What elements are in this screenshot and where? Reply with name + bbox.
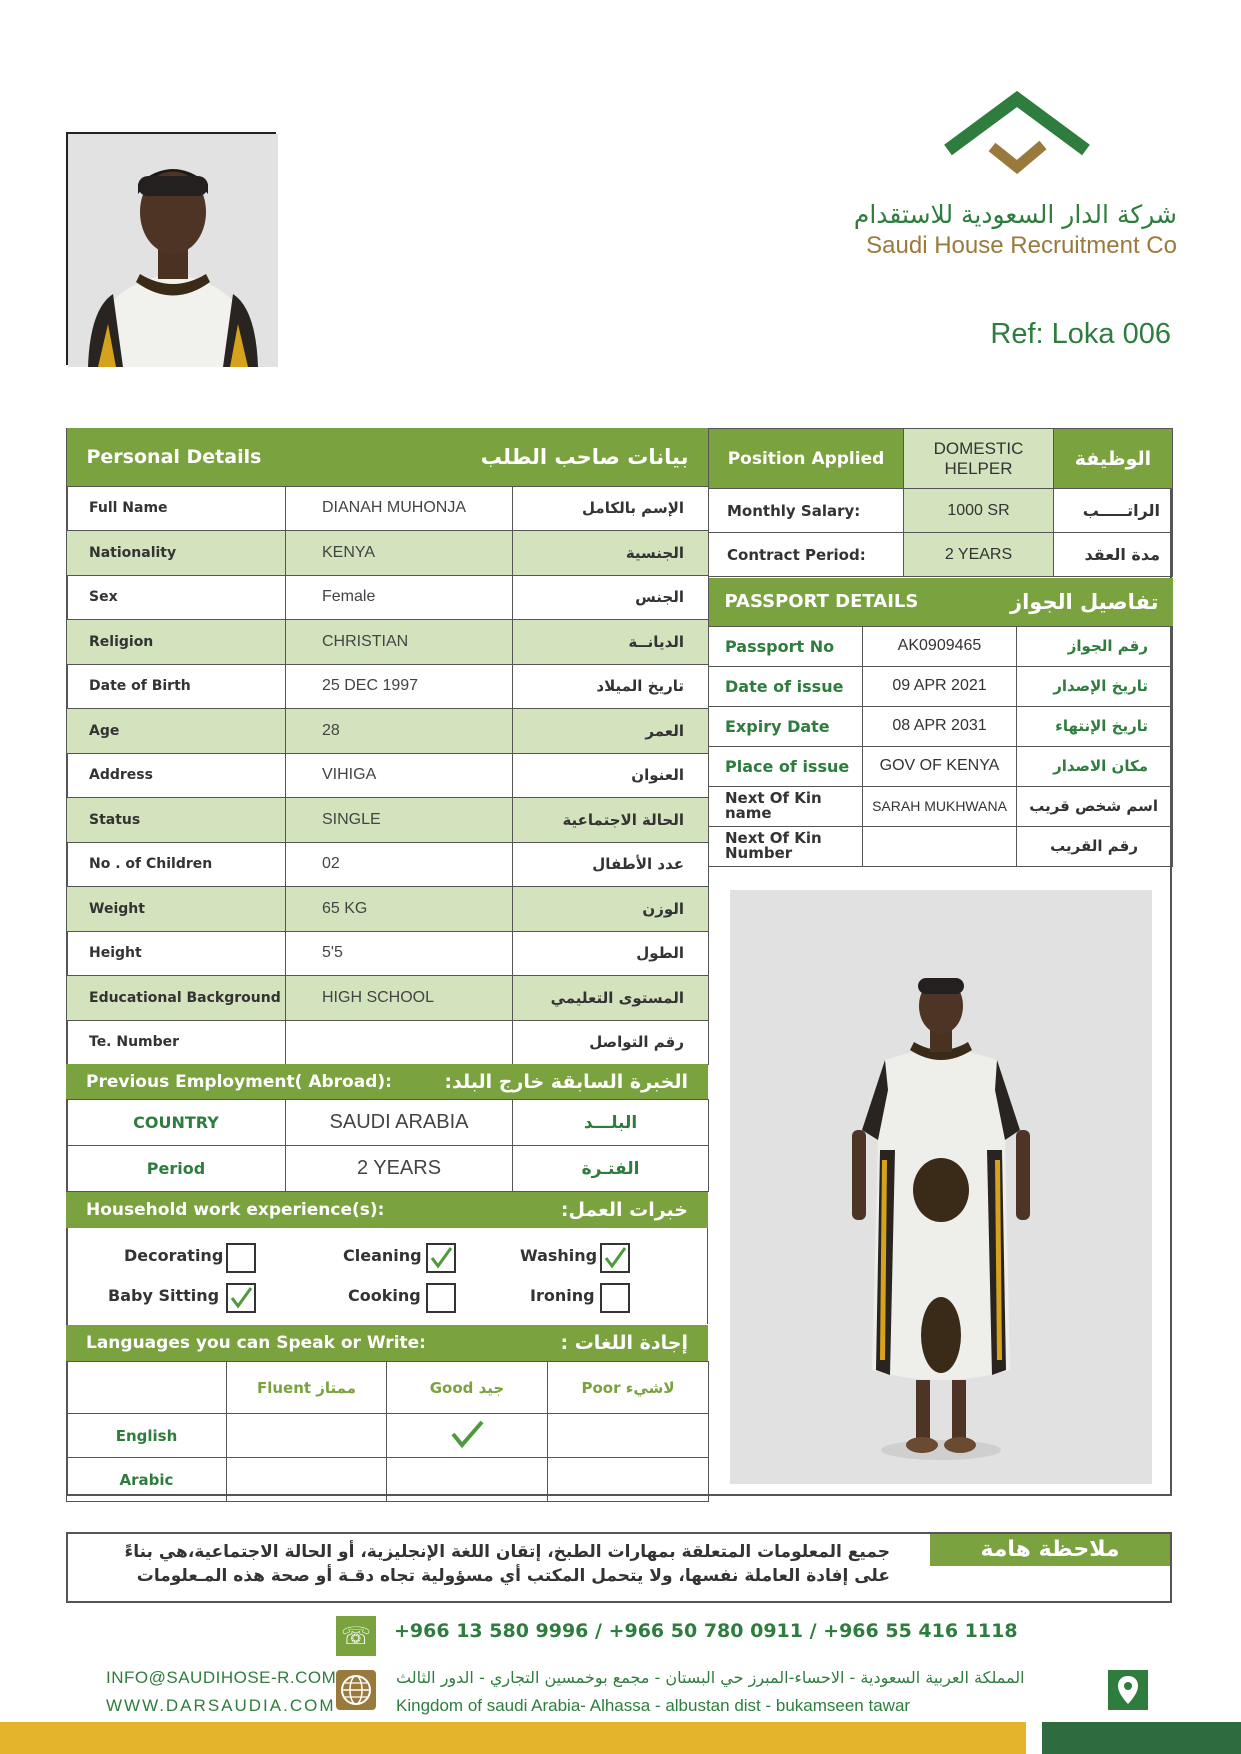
languages-empty-cell	[67, 1362, 227, 1414]
passport-field-value: 09 APR 2021	[863, 666, 1017, 706]
passport-field-value: GOV OF KENYA	[863, 746, 1017, 786]
col-good: Good جيد	[387, 1362, 548, 1414]
period-value: 2 YEARS	[286, 1146, 513, 1192]
email-link[interactable]: INFO@SAUDIHOSE-R.COM	[106, 1668, 337, 1687]
checkmark-icon	[602, 1245, 628, 1271]
passport-field-label-ar: رقم الجواز	[1017, 626, 1173, 666]
company-logo-icon	[940, 95, 1095, 185]
table-row	[709, 746, 1173, 786]
checkbox-cooking[interactable]	[426, 1283, 456, 1313]
col-poor: Poor لاشيء	[548, 1362, 709, 1414]
skill-label-cooking: Cooking	[348, 1286, 421, 1305]
field-label-ar: تاريخ الميلاد	[513, 664, 709, 709]
company-name-arabic: شركة الدار السعودية للاستقدام	[853, 200, 1177, 229]
field-value: 25 DEC 1997	[286, 664, 513, 709]
field-value: HIGH SCHOOL	[286, 976, 513, 1021]
language-english: English	[67, 1414, 227, 1458]
field-label: Height	[67, 931, 286, 976]
table-row	[67, 531, 709, 576]
passport-field-label: Date of issue	[709, 666, 863, 706]
phone-numbers[interactable]: +966 13 580 9996 / +966 50 780 0911 / +966 55 416 1118	[394, 1620, 1018, 1642]
phone-icon: ☏	[336, 1616, 376, 1656]
languages-header	[66, 1325, 708, 1361]
field-label-ar: العنوان	[513, 753, 709, 798]
checkmark-icon	[228, 1285, 254, 1311]
field-label-ar: الإسم بالكامل	[513, 486, 709, 531]
skill-label-decorating: Decorating	[124, 1246, 224, 1265]
passport-title: PASSPORT DETAILS	[724, 591, 919, 613]
table-row	[67, 709, 709, 754]
field-label: Status	[67, 798, 286, 843]
passport-field-label: Passport No	[709, 626, 863, 666]
passport-field-label: Place of issue	[709, 746, 863, 786]
household-title-ar: خبرات العمل:	[560, 1199, 688, 1221]
kin-name-label-ar: اسم شخص قريب	[1017, 786, 1173, 826]
table-row	[67, 976, 709, 1021]
skill-label-baby-sitting: Baby Sitting	[108, 1286, 220, 1305]
language-arabic: Arabic	[67, 1458, 227, 1502]
english-poor-cell	[548, 1414, 709, 1458]
arabic-good-cell	[387, 1458, 548, 1502]
field-label: Full Name	[67, 486, 286, 531]
col-fluent: Fluent ممتاز	[227, 1362, 387, 1414]
table-row	[67, 842, 709, 887]
country-label-ar: البلـــد	[513, 1100, 709, 1146]
table-row	[67, 1020, 709, 1065]
kin-number-value	[863, 826, 1017, 866]
table-row	[67, 664, 709, 709]
english-good-cell	[387, 1414, 548, 1458]
position-table	[708, 428, 1173, 577]
checkbox-decorating[interactable]	[226, 1243, 256, 1273]
field-label-ar: رقم التواصل	[513, 1020, 709, 1065]
table-row	[709, 666, 1173, 706]
passport-field-label-ar: تاريخ الإصدار	[1017, 666, 1173, 706]
period-label: Period	[67, 1146, 286, 1192]
checkmark-icon	[449, 1419, 485, 1449]
passport-field-value: 08 APR 2031	[863, 706, 1017, 746]
address-english: Kingdom of saudi Arabia- Alhassa - albustan dist - bukamseen tawar	[396, 1696, 911, 1715]
field-value: SINGLE	[286, 798, 513, 843]
field-value: 5'5	[286, 931, 513, 976]
checkbox-ironing[interactable]	[600, 1283, 630, 1313]
languages-table	[66, 1361, 709, 1502]
address-arabic: المملكة العربية السعودية - الاحساء-المبرز حي البستان - مجمع بوخمسين التجاري - الدور الثالث	[396, 1668, 1025, 1687]
contract-row	[709, 533, 1173, 577]
personal-details-header	[67, 428, 709, 486]
table-row	[67, 1146, 709, 1192]
table-row	[67, 931, 709, 976]
kin-name-label: Next Of Kin name	[709, 786, 863, 826]
period-label-ar: الفتـرة	[513, 1146, 709, 1192]
passport-field-label: Expiry Date	[709, 706, 863, 746]
table-row	[67, 486, 709, 531]
table-row	[67, 887, 709, 932]
skill-label-cleaning: Cleaning	[343, 1246, 422, 1265]
field-value: 65 KG	[286, 887, 513, 932]
table-row	[67, 1414, 709, 1458]
country-value: SAUDI ARABIA	[286, 1100, 513, 1146]
table-row	[67, 620, 709, 665]
table-row	[67, 1100, 709, 1146]
passport-header	[709, 578, 1173, 626]
languages-header-row	[67, 1362, 709, 1414]
previous-employment-table	[66, 1099, 709, 1192]
field-value: Female	[286, 575, 513, 620]
field-value: CHRISTIAN	[286, 620, 513, 665]
passport-title-ar: تفاصيل الجواز	[1010, 589, 1159, 614]
contract-value: 2 YEARS	[904, 533, 1054, 577]
table-row	[67, 1458, 709, 1502]
passport-field-label-ar: مكان الاصدار	[1017, 746, 1173, 786]
english-fluent-cell	[227, 1414, 387, 1458]
field-label-ar: الجنس	[513, 575, 709, 620]
field-label: Date of Birth	[67, 664, 286, 709]
salary-label-ar: الراتـــــب	[1054, 489, 1173, 533]
position-value: DOMESTIC HELPER	[904, 429, 1054, 489]
passport-field-value: AK0909465	[863, 626, 1017, 666]
footer-bar-green	[1042, 1722, 1241, 1754]
table-row	[709, 786, 1173, 826]
field-label: Sex	[67, 575, 286, 620]
field-label: Educational Background	[67, 976, 286, 1021]
reference-number: Ref: Loka 006	[990, 318, 1171, 350]
field-label-ar: الجنسية	[513, 531, 709, 576]
contract-label: Contract Period:	[709, 533, 904, 577]
arabic-poor-cell	[548, 1458, 709, 1502]
previous-employment-title-ar: الخبرة السابقة خارج البلد:	[444, 1071, 688, 1093]
languages-title-ar: إجادة اللغات :	[560, 1332, 688, 1354]
checkbox-cleaning[interactable]	[426, 1243, 456, 1273]
field-label-ar: عدد الأطفال	[513, 842, 709, 887]
field-label-ar: المستوى التعليمي	[513, 976, 709, 1021]
footer-bar-gold	[0, 1722, 1026, 1754]
field-label-ar: الطول	[513, 931, 709, 976]
field-label: Te. Number	[67, 1020, 286, 1065]
personal-details-title-ar: بيانات صاحب الطلب	[480, 444, 689, 469]
company-name-english: Saudi House Recruitment Co	[866, 232, 1177, 259]
personal-details-table	[66, 428, 709, 1065]
field-value: 28	[286, 709, 513, 754]
passport-table	[708, 578, 1173, 867]
note-line-2: على إفادة العاملة نفسها، ولا يتحمل المكتب أي مسؤولية تجاه دقـة أو صحة هذه المـعلومات	[136, 1566, 890, 1586]
field-label-ar: الديانــة	[513, 620, 709, 665]
field-value: DIANAH MUHONJA	[286, 486, 513, 531]
personal-details-title: Personal Details	[86, 445, 262, 468]
field-label: No . of Children	[67, 842, 286, 887]
salary-label: Monthly Salary:	[709, 489, 904, 533]
field-label-ar: الحالة الاجتماعية	[513, 798, 709, 843]
table-row	[67, 798, 709, 843]
skill-label-washing: Washing	[520, 1246, 598, 1265]
contract-label-ar: مدة العقد	[1054, 533, 1173, 577]
household-title: Household work experience(s):	[86, 1200, 385, 1220]
table-row	[709, 706, 1173, 746]
applicant-portrait-photo	[66, 132, 276, 365]
field-label: Religion	[67, 620, 286, 665]
salary-value: 1000 SR	[904, 489, 1054, 533]
globe-icon	[336, 1670, 376, 1710]
kin-name-value: SARAH MUKHWANA	[863, 786, 1017, 826]
household-header	[66, 1192, 708, 1228]
checkbox-baby-sitting[interactable]	[226, 1283, 256, 1313]
table-row	[67, 575, 709, 620]
applicant-full-body-photo	[730, 890, 1152, 1484]
table-row	[709, 626, 1173, 666]
important-note-text	[90, 1540, 890, 1588]
country-label: COUNTRY	[67, 1100, 286, 1146]
field-label-ar: العمر	[513, 709, 709, 754]
important-note-title: ملاحظة هامة	[930, 1534, 1170, 1566]
location-pin-icon	[1108, 1670, 1148, 1710]
field-label: Age	[67, 709, 286, 754]
salary-row	[709, 489, 1173, 533]
passport-field-label-ar: تاريخ الإنتهاء	[1017, 706, 1173, 746]
checkmark-icon	[428, 1245, 454, 1271]
field-label: Address	[67, 753, 286, 798]
kin-number-label: Next Of Kin Number	[709, 826, 863, 866]
field-label: Weight	[67, 887, 286, 932]
position-label: Position Applied	[709, 429, 904, 489]
languages-title: Languages you can Speak or Write:	[86, 1333, 426, 1353]
skill-label-ironing: Ironing	[530, 1286, 595, 1305]
arabic-fluent-cell	[227, 1458, 387, 1502]
table-row	[67, 753, 709, 798]
table-row	[709, 826, 1173, 866]
position-row	[709, 429, 1173, 489]
kin-number-label-ar: رقم القريب	[1017, 826, 1173, 866]
checkbox-washing[interactable]	[600, 1243, 630, 1273]
field-value: VIHIGA	[286, 753, 513, 798]
position-label-ar: الوظيفة	[1054, 429, 1173, 489]
field-value: 02	[286, 842, 513, 887]
household-skills	[66, 1228, 708, 1324]
field-value: KENYA	[286, 531, 513, 576]
field-label-ar: الوزن	[513, 887, 709, 932]
field-label: Nationality	[67, 531, 286, 576]
previous-employment-header	[66, 1064, 708, 1100]
note-line-1: جميع المعلومات المتعلقة بمهارات الطبخ، إتقان اللغة الإنجليزية، أو الحالة الاجتماعية،هي بناءً	[124, 1542, 890, 1562]
previous-employment-title: Previous Employment( Abroad):	[86, 1072, 392, 1092]
website-link[interactable]: WWW.DARSAUDIA.COM	[106, 1696, 336, 1715]
field-value	[286, 1020, 513, 1065]
